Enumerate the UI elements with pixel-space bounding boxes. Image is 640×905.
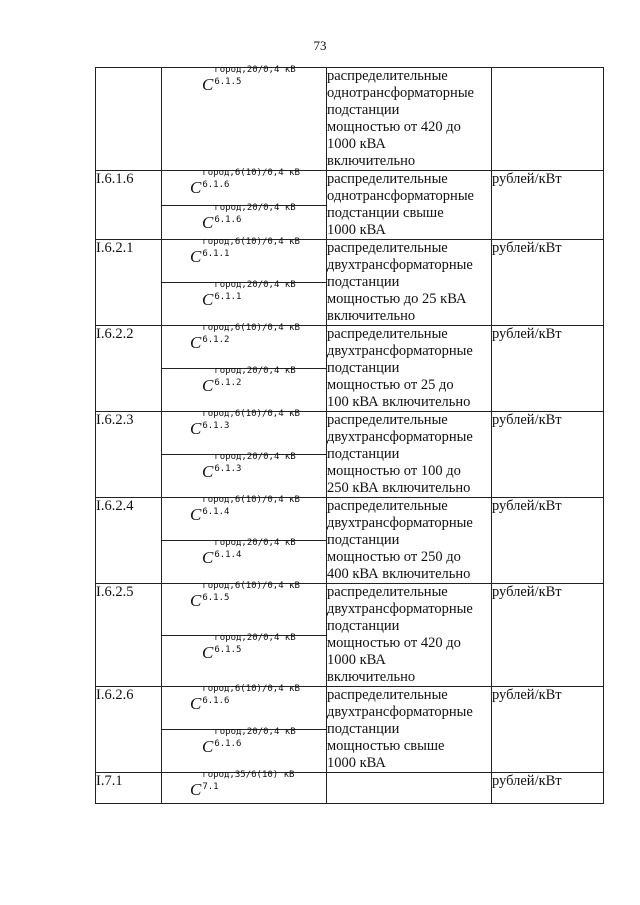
cost-symbol: C [202,376,214,395]
symbol-indices [202,496,300,517]
symbol-superscript: город,6(10)/0,4 кВ [202,409,300,419]
symbol-indices [202,324,300,345]
symbol-indices [214,367,295,388]
symbol-superscript: город,20/0,4 кВ [214,280,296,290]
symbol-cell [162,168,327,206]
description-line: двухтрансформаторные [327,343,473,359]
table-row [96,240,604,283]
symbol-superscript: город,6(10)/0,4 кВ [202,168,300,178]
row-code: I.6.2.3 [96,412,162,498]
symbol-superscript: город,20/0,4 кВ [214,632,296,643]
row-code: I.6.2.2 [96,326,162,412]
description-line: мощностью от 100 до [327,463,461,479]
table-row [96,773,604,804]
row-unit [492,68,604,171]
symbol-subscript: 7.1 [202,782,219,792]
description-line: распределительные [327,326,448,342]
cost-symbol: C [202,548,214,567]
cost-symbol: C [202,75,214,94]
row-description [327,68,492,171]
symbol-indices [202,238,300,259]
symbol-superscript: город,6(10)/0,4 кВ [202,684,300,694]
description-line: распределительные [327,412,448,428]
description-line: двухтрансформаторные [327,257,473,273]
symbol-indices [202,410,300,431]
description-line: подстанции свыше [327,205,444,221]
row-unit: рублей/кВт [492,412,604,498]
row-description [327,412,492,498]
cost-symbol: C [190,694,202,713]
description-line: мощностью до 25 кВА [327,291,467,307]
table-row [96,498,604,541]
description-line: однотрансформаторные [327,85,474,101]
symbol-cell [162,632,327,687]
description-line: 1000 кВА [327,652,386,668]
row-unit: рублей/кВт [492,498,604,584]
tariff-table [95,67,604,804]
symbol-superscript: город,35/6(10) кВ [202,770,295,780]
table-row [96,687,604,730]
symbol-superscript: город,6(10)/0,4 кВ [202,495,300,505]
cost-symbol: C [190,419,202,438]
symbol-subscript: 6.1.1 [214,292,242,302]
page-number: 73 [313,38,327,53]
row-code: I.7.1 [96,773,162,804]
symbol-cell [162,581,327,636]
symbol-cell [162,280,327,326]
description-line: 250 кВА включительно [327,480,471,496]
table-row [96,68,604,171]
cost-symbol: C [190,505,202,524]
symbol-cell [162,770,327,804]
symbol-superscript: город,20/0,4 кВ [214,538,296,548]
symbol-subscript: 6.1.5 [202,593,230,603]
cost-symbol: C [190,780,202,799]
description-line: подстанции [327,102,400,118]
tariff-table-body [96,65,604,804]
symbol-indices [202,771,294,792]
symbol-superscript: город,20/0,4 кВ [214,727,296,737]
cost-symbol: C [202,212,214,232]
description-line: распределительные [327,240,448,256]
row-code: I.6.2.6 [96,687,162,773]
symbol-superscript: город,6(10)/0,4 кВ [202,323,300,333]
symbol-indices [202,685,300,706]
description-line: двухтрансформаторные [327,515,473,531]
table-row [96,412,604,455]
row-code: I.6.2.5 [96,584,162,687]
symbol-cell [162,202,327,240]
description-line: мощностью от 250 до [327,549,461,565]
symbol-subscript: 6.1.5 [214,77,242,87]
description-line: подстанции [327,446,400,462]
description-line: двухтрансформаторные [327,601,473,617]
description-line: 400 кВА включительно [327,566,471,582]
cost-symbol: C [202,642,214,662]
symbol-indices [202,582,300,603]
symbol-subscript: 6.1.5 [214,644,242,655]
row-code: I.6.2.1 [96,240,162,326]
symbol-cell [162,409,327,455]
row-unit: рублей/кВт [492,171,604,240]
symbol-subscript: 6.1.6 [214,739,242,749]
symbol-cell [162,727,327,773]
cost-symbol: C [202,737,214,756]
symbol-subscript: 6.1.4 [202,507,230,517]
table-row [96,171,604,206]
description-line: мощностью свыше [327,738,445,754]
description-line: подстанции [327,360,400,376]
cost-symbol: C [202,462,214,481]
description-line: распределительные [327,498,448,514]
row-unit: рублей/кВт [492,584,604,687]
row-code: I.6.1.6 [96,171,162,240]
description-line: распределительные [327,171,448,187]
symbol-indices [214,453,295,474]
cost-symbol: C [190,247,202,266]
description-line: мощностью от 25 до [327,377,454,393]
description-line: распределительные [327,687,448,703]
symbol-indices [214,66,295,87]
row-description [327,773,492,804]
row-unit: рублей/кВт [492,240,604,326]
symbol-superscript: город,6(10)/0,4 кВ [202,581,300,591]
symbol-superscript: город,20/0,4 кВ [214,366,296,376]
description-line: 1000 кВА [327,755,386,771]
row-unit: рублей/кВт [492,687,604,773]
symbol-cell [162,495,327,541]
description-line: включительно [327,308,416,324]
description-line: мощностью от 420 до [327,635,461,651]
row-unit: рублей/кВт [492,773,604,804]
symbol-superscript: город,20/0,4 кВ [214,202,296,213]
description-line: однотрансформаторные [327,188,474,204]
symbol-indices [214,728,295,749]
symbol-subscript: 6.1.1 [202,249,230,259]
symbol-superscript: город,20/0,4 кВ [214,65,296,75]
symbol-cell [162,684,327,730]
row-description [327,326,492,412]
row-description [327,687,492,773]
symbol-cell [162,366,327,412]
symbol-subscript: 6.1.3 [214,464,242,474]
table-row [96,326,604,369]
description-line: включительно [327,669,416,685]
description-line: подстанции [327,618,400,634]
symbol-indices [214,281,295,302]
description-line: двухтрансформаторные [327,429,473,445]
row-description [327,240,492,326]
symbol-cell [162,65,327,171]
row-unit: рублей/кВт [492,326,604,412]
symbol-subscript: 6.1.3 [202,421,230,431]
row-description [327,498,492,584]
description-line: подстанции [327,721,400,737]
description-line: подстанции [327,532,400,548]
description-line: 1000 кВА [327,222,386,238]
description-line: 1000 кВА [327,136,386,152]
row-code: I.6.2.4 [96,498,162,584]
table-row [96,584,604,636]
symbol-cell [162,237,327,283]
description-line: двухтрансформаторные [327,704,473,720]
description-line: распределительные [327,68,448,84]
description-line: 100 кВА включительно [327,394,471,410]
cost-symbol: C [190,591,202,610]
description-line: подстанции [327,274,400,290]
cost-symbol: C [190,178,202,197]
symbol-subscript: 6.1.6 [202,696,230,706]
symbol-indices [214,539,295,560]
symbol-indices [202,169,300,190]
cost-symbol: C [202,290,214,309]
symbol-subscript: 6.1.6 [214,214,242,225]
symbol-superscript: город,20/0,4 кВ [214,452,296,462]
description-line: включительно [327,153,416,169]
symbol-subscript: 6.1.2 [214,378,242,388]
symbol-superscript: город,6(10)/0,4 кВ [202,237,300,247]
description-line: распределительные [327,584,448,600]
cost-symbol: C [190,333,202,352]
symbol-subscript: 6.1.6 [202,180,230,190]
row-description [327,171,492,240]
row-description [327,584,492,687]
symbol-cell [162,323,327,369]
description-line: мощностью от 420 до [327,119,461,135]
symbol-cell [162,452,327,498]
symbol-subscript: 6.1.4 [214,550,242,560]
row-code [96,68,162,171]
symbol-cell [162,538,327,584]
symbol-indices [214,204,295,225]
symbol-subscript: 6.1.2 [202,335,230,345]
symbol-indices [214,634,295,655]
